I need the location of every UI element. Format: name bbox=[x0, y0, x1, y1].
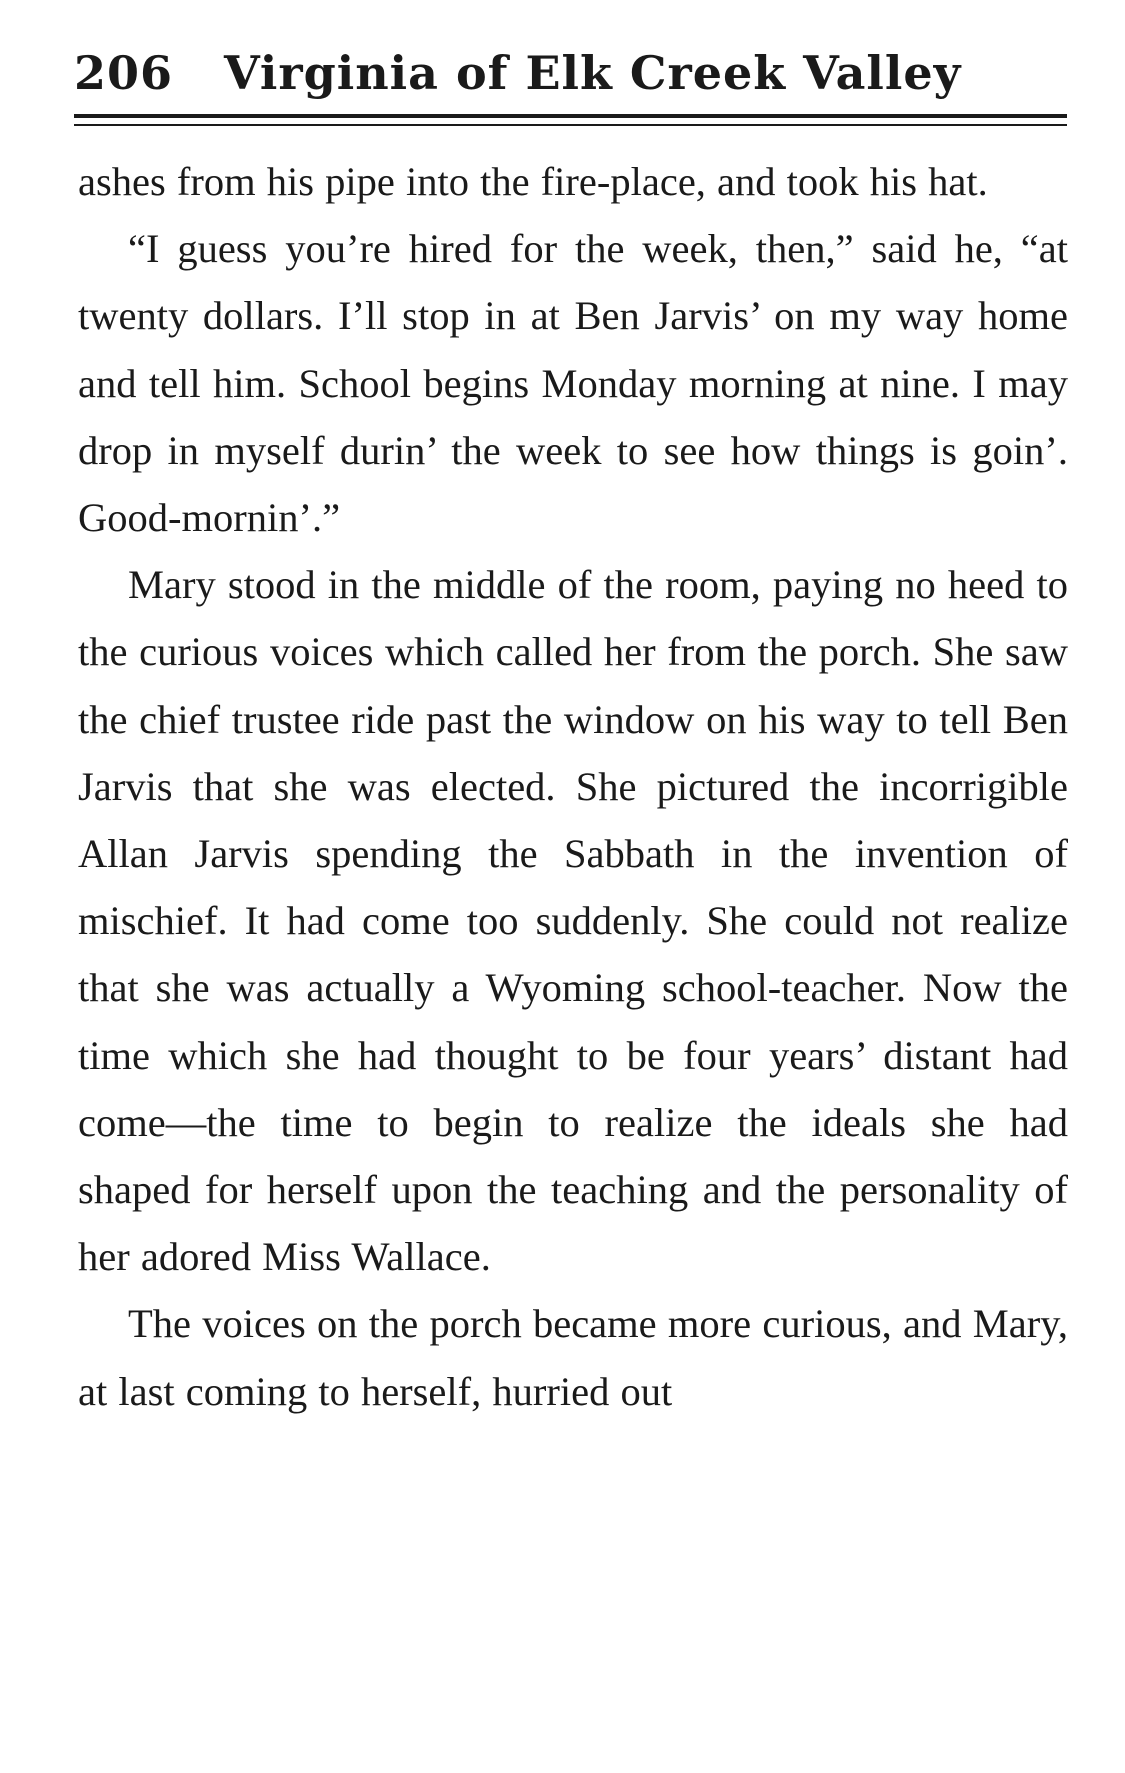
paragraph-porch-voices: The voices on the porch became more curious, and Mary, at last coming to herself, hurried out bbox=[78, 1301, 1068, 1414]
header-rule-thin bbox=[74, 124, 1067, 126]
page-number: 206 bbox=[74, 46, 174, 100]
paragraph-trustee-speech: “I guess you’re hired for the week, then,” said he, “at twenty dollars. I’ll stop in at Ben Jarvis’ on my way home and tell him. School begins Monday morning at nine. I may drop in myself durin’ the week to see how things is goin’. Good-mornin’.” bbox=[78, 226, 1068, 541]
paragraph-mary-reflection: Mary stood in the middle of the room, paying no heed to the curious voices which called her from the porch. She saw the chief trustee ride past the window on his way to tell Ben Jarvis that she was elected. She pictured the incorrigible Allan Jarvis spending the Sabbath in the invention of mischief. It had come too suddenly. She could not realize that she was actually a Wyoming school-teacher. Now the time which she had thought to be four years’ distant had come—the time to begin to realize the ideals she had shaped for herself upon the teaching and the personality of her adored Miss Wallace. bbox=[78, 562, 1068, 1280]
header-rule-thick bbox=[74, 114, 1067, 118]
body-text bbox=[78, 148, 1068, 1425]
book-title: Virginia of Elk Creek Valley bbox=[224, 46, 962, 100]
paragraph-continued: ashes from his pipe into the fire-place, and took his hat. bbox=[78, 159, 988, 204]
running-head bbox=[74, 38, 1054, 108]
